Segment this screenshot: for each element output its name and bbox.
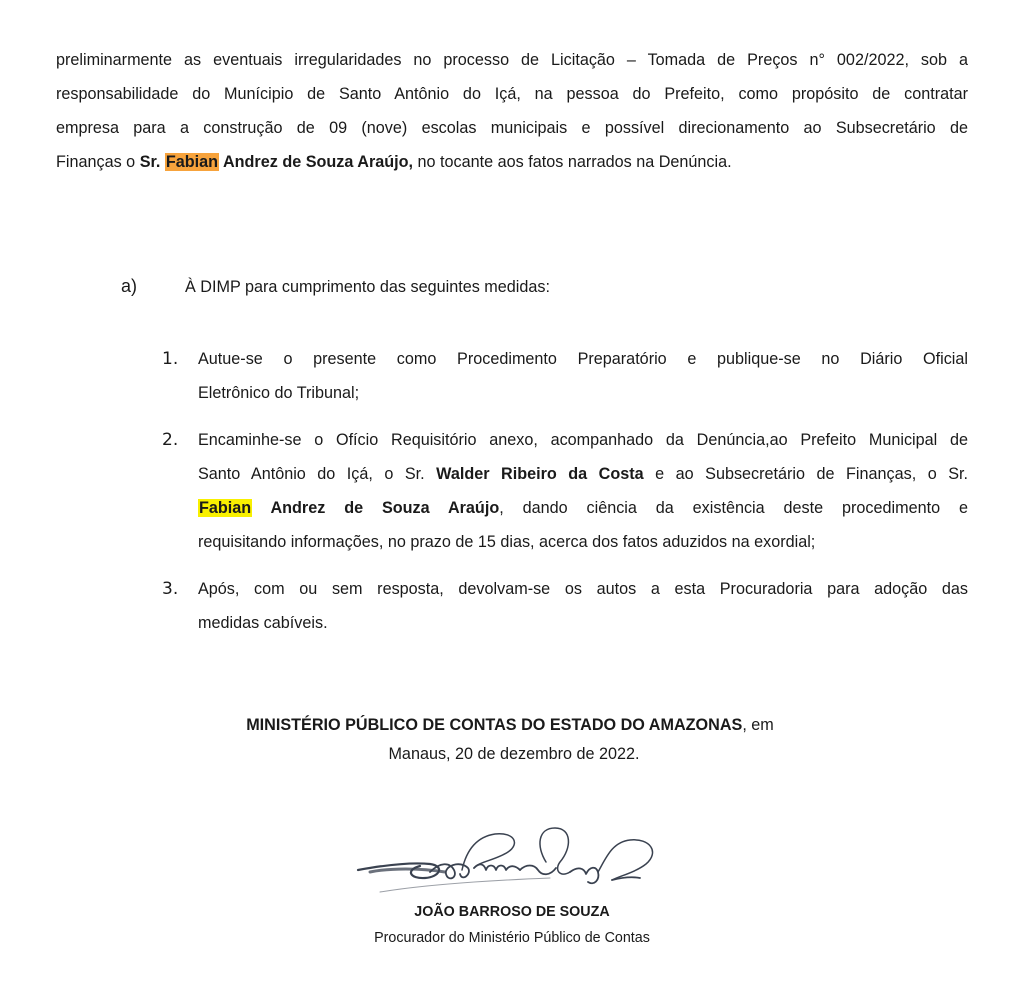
list-item-number: 1. [162, 349, 179, 369]
signatory-name: JOÃO BARROSO DE SOUZA [414, 904, 610, 920]
text: , dando ciência da existência deste procedimento e [499, 499, 968, 517]
list-item-2-line-2 [198, 457, 968, 491]
intro-line-1: preliminarmente as eventuais irregularidades no processo de Licitação – Tomada de Preços n° 002/2022, sob a [56, 51, 968, 69]
list-item-2 [162, 423, 968, 559]
intro-line-3: empresa para a construção de 09 (nove) escolas municipais e possível direcionamento ao Subsecretário de [56, 119, 968, 137]
list-item-3-line-1: Após, com ou sem resposta, devolvam-se os autos a esta Procuradoria para adoção das [198, 580, 968, 598]
list-item-1-line-2: Eletrônico do Tribunal; [198, 384, 360, 402]
intro-line-4 [56, 145, 968, 179]
name-walder: Walder Ribeiro da Costa [436, 465, 644, 483]
intro-name-rest: Andrez de Souza Araújo, [219, 153, 414, 171]
handwritten-signature [350, 822, 670, 902]
list-item-2-line-4: requisitando informações, no prazo de 15 dias, acerca dos fatos aduzidos na exordial; [198, 533, 816, 551]
highlighted-name-fabian: Fabian [165, 153, 219, 171]
intro-paragraph [56, 43, 968, 179]
text: e ao Subsecretário de Finanças, o Sr. [643, 465, 968, 483]
closing-place-date: Manaus, 20 de dezembro de 2022. [388, 745, 640, 763]
section-a-marker: a) [121, 276, 138, 296]
closing-institution [0, 711, 1022, 739]
intro-text: Finanças o [56, 153, 140, 171]
intro-text-end: no tocante aos fatos narrados na Denúncia. [413, 153, 732, 171]
list-item-1 [162, 342, 968, 410]
list-item-number: 3. [162, 579, 179, 599]
list-item-3-line-2: medidas cabíveis. [198, 614, 328, 632]
intro-sr: Sr. [139, 153, 165, 171]
intro-line-2: responsabilidade do Munícipio de Santo Antônio do Içá, na pessoa do Prefeito, como propósito de contratar [56, 85, 968, 103]
name-fabian-rest: Andrez de Souza Araújo [252, 499, 500, 517]
text: Santo Antônio do Içá, o Sr. [198, 465, 437, 483]
list-item-3 [162, 572, 968, 640]
list-item-number: 2. [162, 430, 179, 450]
list-item-2-line-1: Encaminhe-se o Ofício Requisitório anexo, acompanhado da Denúncia,ao Prefeito Municipal de [198, 431, 968, 449]
list-item-2-line-3 [198, 491, 968, 525]
list-item-1-line-1: Autue-se o presente como Procedimento Preparatório e publique-se no Diário Oficial [198, 350, 968, 368]
highlighted-name-fabian: Fabian [199, 499, 252, 517]
signatory-role: Procurador do Ministério Público de Contas [374, 930, 650, 946]
section-a [121, 272, 550, 301]
section-a-text: À DIMP para cumprimento das seguintes medidas: [185, 278, 550, 296]
institution-name: MINISTÉRIO PÚBLICO DE CONTAS DO ESTADO DO AMAZONAS [246, 716, 743, 734]
closing-suffix: , em [742, 716, 774, 734]
